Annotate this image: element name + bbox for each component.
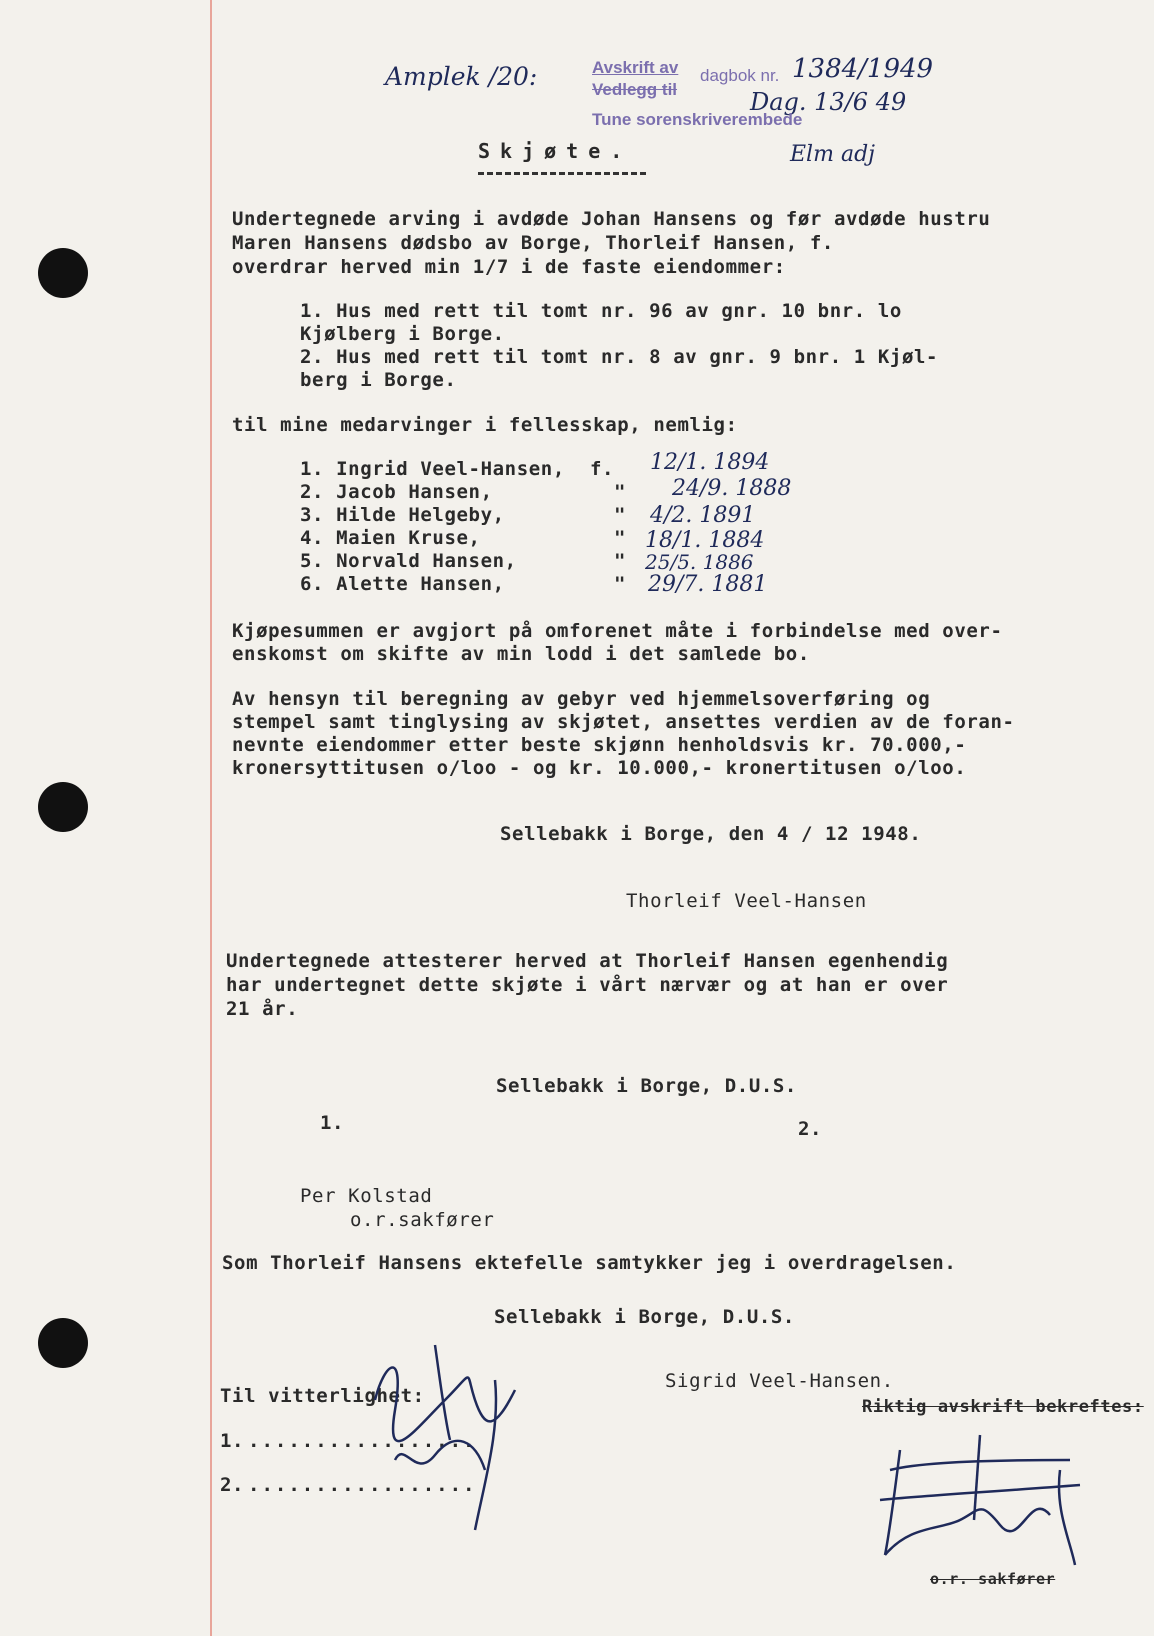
heir-5-mark: " — [614, 550, 627, 572]
witness-line-2-dots: ................. — [248, 1474, 477, 1496]
heir-3-born: 4/2. 1891 — [650, 503, 756, 528]
witness-number-1: 1. — [320, 1112, 345, 1134]
attest-line-1: Undertegnede attesterer herved at Thorleif Hansen egenhendig — [226, 950, 949, 972]
heir-6-born: 29/7. 1881 — [648, 572, 768, 597]
heir-5-born: 25/5. 1886 — [645, 550, 754, 574]
heir-2-mark: " — [614, 481, 627, 503]
heir-1-name: 1. Ingrid Veel-Hansen, — [300, 458, 565, 480]
punch-hole-3 — [38, 1318, 88, 1368]
stamp-dagbok: dagbok nr. — [700, 66, 780, 85]
purchase-line-2: enskomst om skifte av min lodd i det samlede bo. — [232, 643, 810, 665]
certifier-handwritten-signature — [870, 1430, 1100, 1570]
handwritten-date: Dag. 13/6 49 — [750, 88, 907, 116]
witness-line-1-number: 1. — [220, 1430, 245, 1452]
punch-hole-2 — [38, 782, 88, 832]
heir-1-mark: f. — [590, 458, 615, 480]
heir-4-name: 4. Maien Kruse, — [300, 527, 481, 549]
valuation-line-1: Av hensyn til beregning av gebyr ved hjemmelsoverføring og — [232, 688, 931, 710]
heirs-intro: til mine medarvinger i fellesskap, nemlig: — [232, 414, 738, 436]
witness-number-2: 2. — [798, 1118, 823, 1140]
margin-line — [210, 0, 212, 1636]
property-2-line-2: berg i Borge. — [300, 369, 457, 391]
seller-signature: Thorleif Veel-Hansen — [626, 890, 867, 912]
heir-3-name: 3. Hilde Helgeby, — [300, 504, 505, 526]
stamp-office: Tune sorenskriverembede — [592, 110, 803, 129]
title-underline — [478, 172, 646, 175]
attest-line-3: 21 år. — [226, 998, 299, 1020]
heir-2-born: 24/9. 1888 — [672, 476, 792, 501]
property-1-line-2: Kjølberg i Borge. — [300, 323, 505, 345]
attest-line-2: har undertegnet dette skjøte i vårt nærvær og at han er over — [226, 974, 949, 996]
place-dus-1: Sellebakk i Borge, D.U.S. — [496, 1075, 797, 1097]
purchase-line-1: Kjøpesummen er avgjort på omforenet måte i forbindelse med over- — [232, 620, 1003, 642]
heir-5-name: 5. Norvald Hansen, — [300, 550, 517, 572]
witness-title: o.r.sakfører — [350, 1209, 495, 1231]
certifier-title: o.r. sakfører — [930, 1570, 1056, 1588]
witness-handwritten-signature — [335, 1340, 555, 1540]
punch-hole-1 — [38, 248, 88, 298]
property-1-line-1: 1. Hus med rett til tomt nr. 96 av gnr. 10 bnr. lo — [300, 300, 902, 322]
consent-text: Som Thorleif Hansens ektefelle samtykker jeg i overdragelsen. — [222, 1252, 957, 1274]
heir-4-mark: " — [614, 527, 627, 549]
witness-line-1-dots: ................. — [248, 1430, 477, 1452]
heir-1-born: 12/1. 1894 — [650, 450, 770, 475]
document-title: Skjøte. — [478, 139, 633, 163]
handwritten-initials: Elm adj — [790, 142, 875, 167]
valuation-line-4: kronersyttitusen o/loo - og kr. 10.000,- kronertitusen o/loo. — [232, 757, 967, 779]
witness-line-2-number: 2. — [220, 1474, 245, 1496]
stamp-avskrift: Avskrift av — [592, 58, 679, 77]
handwritten-fee: Amplek /20: — [385, 62, 538, 91]
intro-line-1: Undertegnede arving i avdøde Johan Hansens og før avdøde hustru — [232, 208, 991, 230]
heir-6-mark: " — [614, 573, 627, 595]
valuation-line-2: stempel samt tinglysing av skjøtet, ansettes verdien av de foran- — [232, 711, 1015, 733]
heir-2-name: 2. Jacob Hansen, — [300, 481, 493, 503]
property-2-line-1: 2. Hus med rett til tomt nr. 8 av gnr. 9 bnr. 1 Kjøl- — [300, 346, 939, 368]
certified-struck: Riktig avskrift bekreftes: — [862, 1397, 1144, 1417]
place-dus-2: Sellebakk i Borge, D.U.S. — [494, 1306, 795, 1328]
intro-line-3: overdrar herved min 1/7 i de faste eiendommer: — [232, 256, 786, 278]
heir-6-name: 6. Alette Hansen, — [300, 573, 505, 595]
heir-4-born: 18/1. 1884 — [645, 528, 765, 553]
witness-name: Per Kolstad — [300, 1185, 433, 1207]
dagbok-number: 1384/1949 — [792, 54, 934, 84]
spouse-signature: Sigrid Veel-Hansen. — [665, 1370, 894, 1392]
intro-line-2: Maren Hansens dødsbo av Borge, Thorleif Hansen, f. — [232, 232, 834, 254]
til-vitterlighet: Til vitterlighet: — [220, 1385, 425, 1407]
valuation-line-3: nevnte eiendommer etter beste skjønn henholdsvis kr. 70.000,- — [232, 734, 967, 756]
stamp-vedlegg: Vedlegg til — [592, 80, 678, 99]
place-date: Sellebakk i Borge, den 4 / 12 1948. — [500, 823, 922, 845]
heir-3-mark: " — [614, 504, 627, 526]
